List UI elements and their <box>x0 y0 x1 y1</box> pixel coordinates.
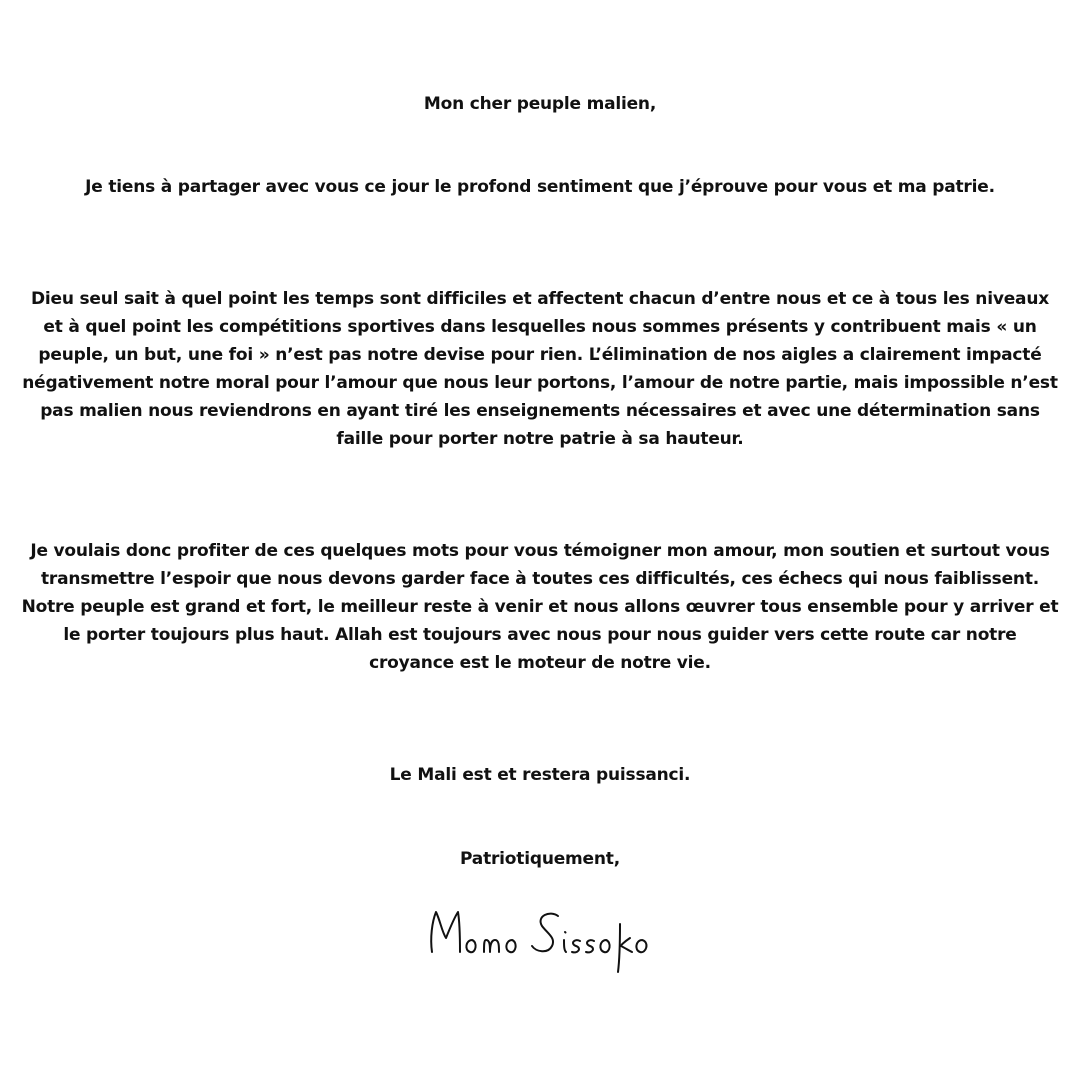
paragraph-1: Je tiens à partager avec vous ce jour le profond sentiment que j’éprouve pour vous et ma patrie. <box>85 177 995 197</box>
signature <box>420 898 660 978</box>
closing-line: Le Mali est et restera puissanci. <box>389 765 691 785</box>
paragraph-2: Dieu seul sait à quel point les temps sont difficiles et affectent chacun d’entre nous et ce à tous les niveaux et à quel point les compétitions sportives dans lesquelles nous sommes présents y contribuent mais « un peuple, un but, une foi » n’est pas notre devise pour rien. L’élimination de nos aigles a clairement impacté négativement notre moral pour l’amour que nous leur portons, l’amour de notre partie, mais impossible n’est pas malien nous reviendrons en ayant tiré les enseignements nécessaires et avec une détermination sans faille pour porter notre patrie à sa hauteur. <box>22 289 1058 449</box>
paragraph-3: Je voulais donc profiter de ces quelques mots pour vous témoigner mon amour, mon soutien et surtout vous transmettre l’espoir que nous devons garder face à toutes ces difficultés, ces échecs qui nous faiblissent. Notre peuple est grand et fort, le meilleur reste à venir et nous allons œuvrer tous ensemble pour y arriver et le porter toujours plus haut. Allah est toujours avec nous pour nous guider vers cette route car notre croyance est le moteur de notre vie. <box>21 541 1059 673</box>
signoff: Patriotiquement, <box>460 849 620 869</box>
salutation: Mon cher peuple malien, <box>423 94 657 114</box>
